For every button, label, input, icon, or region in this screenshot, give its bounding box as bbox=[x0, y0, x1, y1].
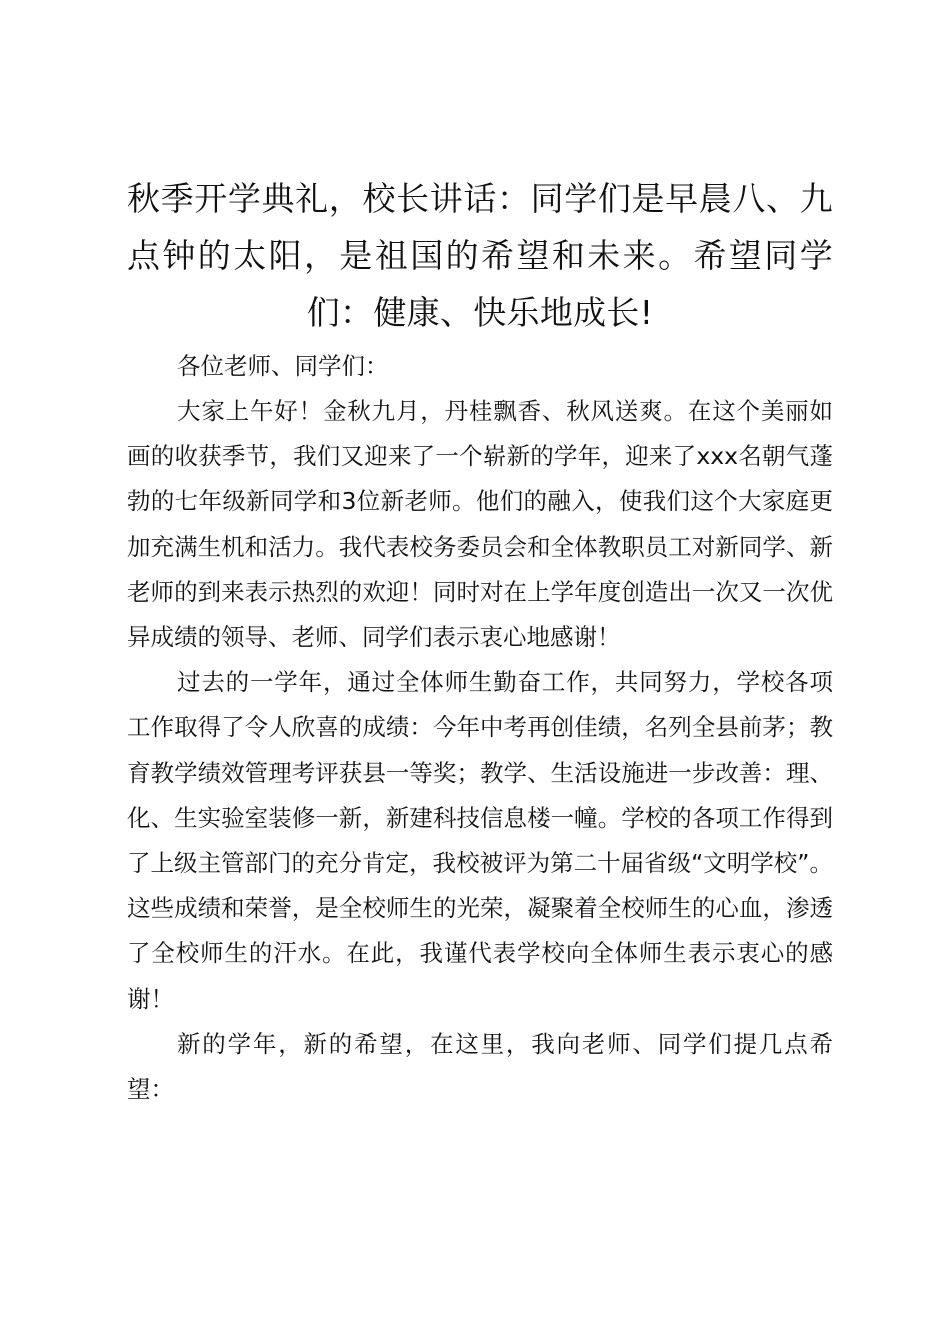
document-title: 秋季开学典礼，校长讲话：同学们是早晨八、九点钟的太阳，是祖国的希望和未来。希望同学们：健康、快乐地成长! bbox=[127, 179, 833, 332]
paragraph-hopes: 新的学年，新的希望，在这里，我向老师、同学们提几点希望： bbox=[127, 1029, 833, 1104]
document-page bbox=[127, 170, 833, 1112]
paragraph-achievements: 过去的一学年，通过全体师生勤奋工作，共同努力，学校各项工作取得了令人欣喜的成绩：今年中考再创佳绩，名列全县前茅；教育教学绩效管理考评获县一等奖；教学、生活设施进一步改善：理、化、生实验室装修一新，新建科技信息楼一幢。学校的各项工作得到了上级主管部门的充分肯定，我校被评为第二十届省级“文明学校”。这些成绩和荣誉，是全校师生的光荣，凝聚着全校师生的心血，渗透了全校师生的汗水。在此，我谨代表学校向全体师生表示衷心的感谢！ bbox=[127, 668, 833, 1013]
greeting: 各位老师、同学们： bbox=[177, 352, 389, 380]
paragraph-welcome: 大家上午好！金秋九月，丹桂飘香、秋风送爽。在这个美丽如画的收获季节，我们又迎来了一个崭新的学年，迎来了xxx名朝气蓬勃的七年级新同学和3位新老师。他们的融入，使我们这个大家庭更加充满生机和活力。我代表校务委员会和全体教职员工对新同学、新老师的到来表示热烈的欢迎！同时对在上学年度创造出一次又一次优异成绩的领导、老师、同学们表示衷心地感谢！ bbox=[127, 397, 833, 652]
